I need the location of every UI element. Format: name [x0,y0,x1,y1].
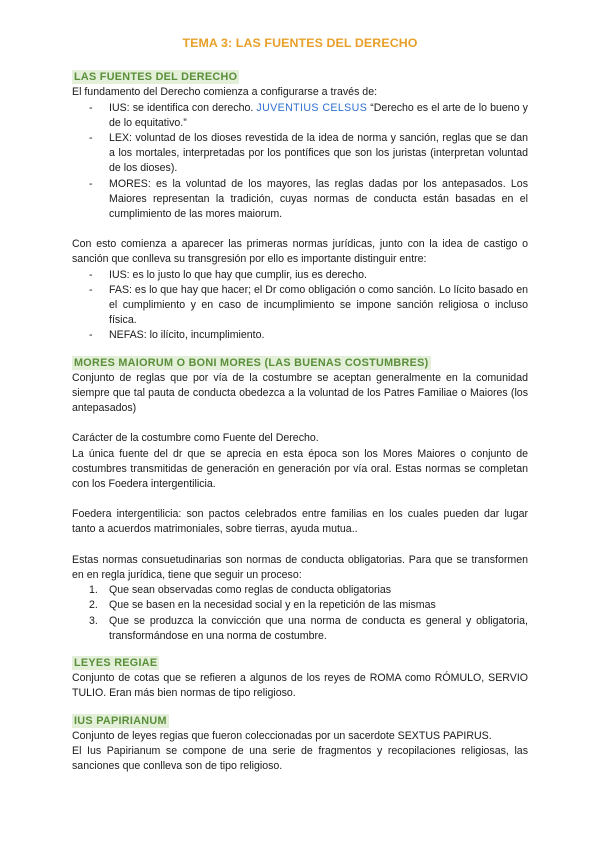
list-item-mores: - MORES: es la voluntad de los mayores, las reglas dadas por los antepasados. Los Maiores representan la tradición, cuyas normas de conducta están basadas en el cumplimiento de las mores maiorum. [72,177,528,223]
paragraph-normas: Con esto comienza a aparecer las primeras normas jurídicas, junto con la idea de castigo o sanción que conlleva su transgresión por ello es importante distinguir entre: [72,238,528,266]
section-heading-ius-papirianum: IUS PAPIRIANUM [74,714,167,727]
list-item: - IUS: es lo justo lo que hay que cumplir, ius es derecho. [72,268,528,283]
list-item-ius: - IUS: se identifica con derecho. JUVENTIUS CELSUS “Derecho es el arte de lo bueno y de lo equitativo.” [72,101,528,131]
paragraph-mores-def: Conjunto de reglas que por vía de la costumbre se aceptan generalmente en la comunidad siempre que tal pauta de conducta obedezca a la voluntad de los Patres Familiae o Maiores (los antepasados) [72,371,528,415]
document-title: TEMA 3: LAS FUENTES DEL DERECHO [182,36,418,50]
list-item: - FAS: es lo que hay que hacer; el Dr como obligación o como sanción. Lo lícito basado en el cumplimiento y en caso de incumplimiento se impone sanción religiosa o incluso física. [72,283,528,329]
list-item-lex: - LEX: voluntad de los dioses revestida de la idea de norma y sanción, reglas que se dan a los mortales, interpretadas por los pontífices que son los juristas (interpretan voluntad de los dioses). [72,131,528,177]
section-heading-fuentes: LAS FUENTES DEL DERECHO [74,71,238,84]
paragraph-leyes-regiae: Conjunto de cotas que se refieren a algunos de los reyes de ROMA como RÓMULO, SERVIO TULIO. Eran más bien normas de tipo religioso. [72,672,528,700]
list-distinciones [72,268,528,344]
list-item: 1. Que sean observadas como reglas de conducta obligatorias [89,584,392,597]
list-item: - NEFAS: lo ilícito, incumplimiento. [72,328,528,343]
paragraph-consuetudinarias: Estas normas consuetudinarias son normas de conducta obligatorias. Para que se transformen en en regla jurídica, tiene que seguir un proceso: [72,553,528,581]
paragraph-unica-fuente: La única fuente del dr que se aprecia en esta época son los Mores Maiores o conjunto de costumbres transmitidas de generación en generación por vía oral. Estas normas se completan con los Foedera intergentilicia. [72,447,528,491]
paragraph-caracter: Carácter de la costumbre como Fuente del Derecho. [72,432,319,445]
section-heading-mores: MORES MAIORUM O BONI MORES (LAS BUENAS COSTUMBRES) [74,356,429,369]
document-body [72,36,528,774]
list-item: 2. Que se basen en la necesidad social y en la repetición de las mismas [89,599,436,612]
list-proceso [72,583,528,644]
author-name: JUVENTIUS CELSUS [256,101,368,114]
paragraph-papirianum-2: El Ius Papirianum se compone de una serie de fragmentos y recopilaciones religiosas, las sanciones que conlleva son de tipo religioso. [72,744,528,773]
section-heading-leyes-regiae: LEYES REGIAE [74,656,158,669]
list-item: 3. Que se produzca la convicción que una norma de conducta es general y obligatoria, transformándose en una norma de costumbre. [89,614,528,642]
paragraph-intro: El fundamento del Derecho comienza a configurarse a través de: [72,86,378,99]
paragraph-papirianum-1: Conjunto de leyes regias que fueron coleccionadas por un sacerdote SEXTUS PAPIRUS. [72,729,492,742]
paragraph-foedera: Foedera intergentilicia: son pactos celebrados entre familias en los cuales pueden dar lugar tanto a acuerdos matrimoniales, sobre tierras, ayuda mutua.. [72,508,528,536]
list-fundamentos [72,101,528,223]
